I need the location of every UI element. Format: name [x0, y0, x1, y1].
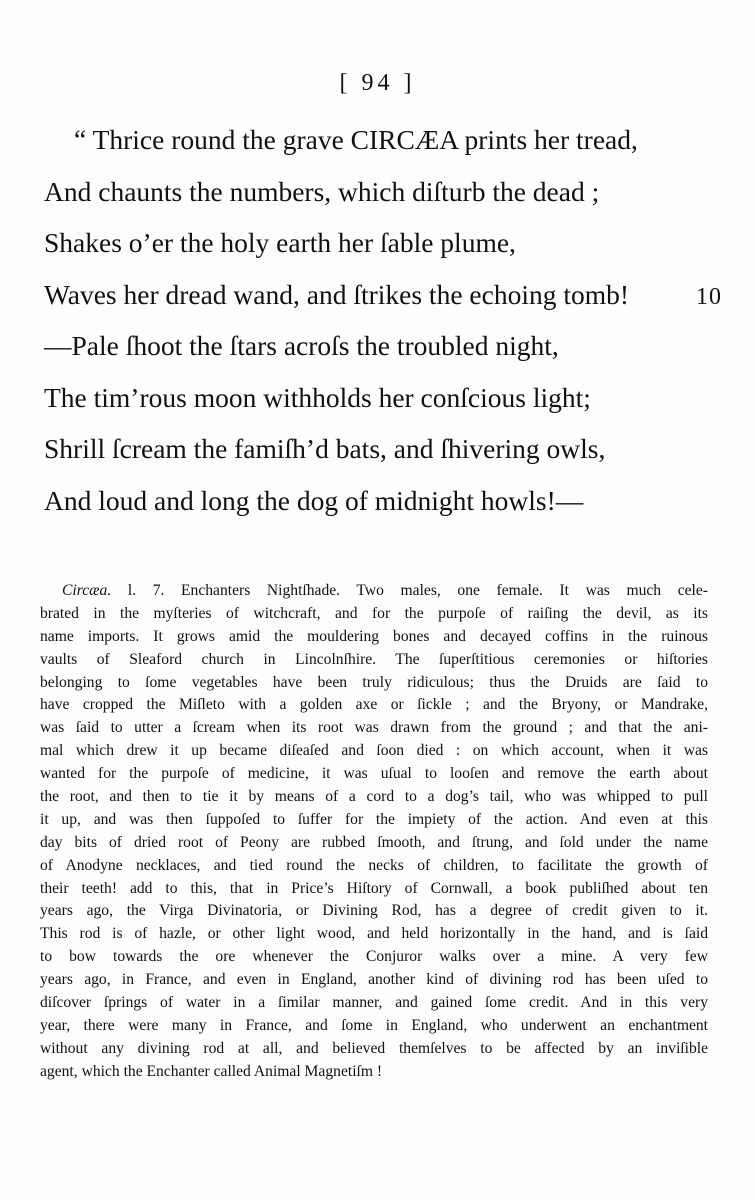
footnote-line: to bow towards the ore whenever the Conjuror walks over a mine. A very few: [40, 948, 708, 966]
footnote-line: day bits of dried root of Peony are rubbed ſmooth, and ſtrung, and ſold under the name: [40, 833, 708, 851]
poem-line: [44, 217, 724, 269]
footnote-line: without any divining rod at all, and believed themſelves to be affected by an inviſible: [40, 1039, 708, 1057]
poem-line: [44, 423, 724, 475]
poem-line: [44, 114, 724, 166]
footnote-line: diſcover ſprings of water in a ſimilar manner, and gained ſome credit. And in this very: [40, 994, 708, 1012]
footnote-line: belonging to ſome vegetables have been truly ridiculous; thus the Druids are ſaid to: [40, 673, 708, 691]
footnote-term: Circæa.: [62, 582, 112, 599]
footnote-line: years ago, the Virga Divinatoria, or Divining Rod, has a degree of credit given to it.: [40, 902, 708, 920]
line-number: 10: [696, 283, 722, 310]
footnote-line: it up, and was then ſuppoſed to ſuffer for the impiety of the action. And even at this: [40, 810, 708, 828]
footnote-line: have cropped the Miſleto with a golden axe or ſickle ; and the Bryony, or Mandrake,: [40, 696, 708, 714]
poem-line-text: Waves her dread wand, and ſtrikes the echoing tomb!: [44, 278, 630, 310]
footnote-line: agent, which the Enchanter called Animal Magnetiſm !: [40, 1062, 383, 1080]
poem-line: [44, 320, 724, 372]
footnote-line: of Anodyne necklaces, and tied round the necks of children, to facilitate the growth of: [40, 856, 708, 874]
footnote-line: years ago, in France, and even in England, another kind of divining rod has been uſed to: [40, 971, 708, 989]
footnote: [40, 580, 708, 1084]
poem-line: [44, 372, 724, 424]
poem-line: [44, 166, 724, 218]
footnote-line: the root, and then to tie it by means of a cord to a dog’s tail, who was whipped to pull: [40, 788, 708, 806]
poem-line: [44, 269, 724, 321]
page-number: [ 94 ]: [339, 70, 416, 96]
footnote-line: mal which drew it up became diſeaſed and ſoon died : on which account, when it was: [40, 742, 708, 760]
poem-stanza: [44, 114, 724, 526]
footnote-line: their teeth! add to this, that in Price’s Hiſtory of Cornwall, a book publiſhed about ten: [40, 879, 708, 897]
footnote-line: name imports. It grows amid the mouldering bones and decayed coffins in the ruinous: [40, 627, 708, 645]
footnote-line: [40, 580, 708, 603]
footnote-line: vaults of Sleaford church in Lincolnſhire. The ſuperſtitious ceremonies or hiſtories: [40, 650, 708, 668]
poem-line-text: Shrill ſcream the famiſh’d bats, and ſhivering owls,: [44, 433, 606, 464]
footnote-line: wanted for the purpoſe of medicine, it was uſual to looſen and remove the earth about: [40, 765, 708, 783]
poem-line-text: The tim’rous moon withholds her conſcious light;: [44, 381, 591, 413]
poem-line-text: And chaunts the numbers, which diſturb the dead ;: [44, 175, 600, 207]
footnote-line: was ſaid to utter a ſcream when its root was drawn from the ground ; and that the ani-: [40, 719, 708, 737]
poem-line-text: —Pale ſhoot the ſtars acroſs the troubled night,: [44, 330, 559, 361]
footnote-line: brated in the myſteries of witchcraft, and for the purpoſe of raiſing the devil, as its: [40, 604, 708, 622]
poem-line: [44, 475, 724, 527]
footnote-line: This rod is of hazle, or other light wood, and held horizontally in the hand, and is ſaid: [40, 925, 708, 943]
footnote-line-text: l. 7. Enchanters Nightſhade. Two males, one female. It was much cele-: [111, 582, 708, 599]
footnote-line: year, there were many in France, and ſome in England, who underwent an enchantment: [40, 1016, 708, 1034]
poem-line-text: Shakes o’er the holy earth her ſable plume,: [44, 227, 516, 258]
poem-line-text: “ Thrice round the grave CIRCÆA prints her tread,: [74, 124, 638, 155]
poem-line-text: And loud and long the dog of midnight howls!—: [44, 484, 584, 516]
